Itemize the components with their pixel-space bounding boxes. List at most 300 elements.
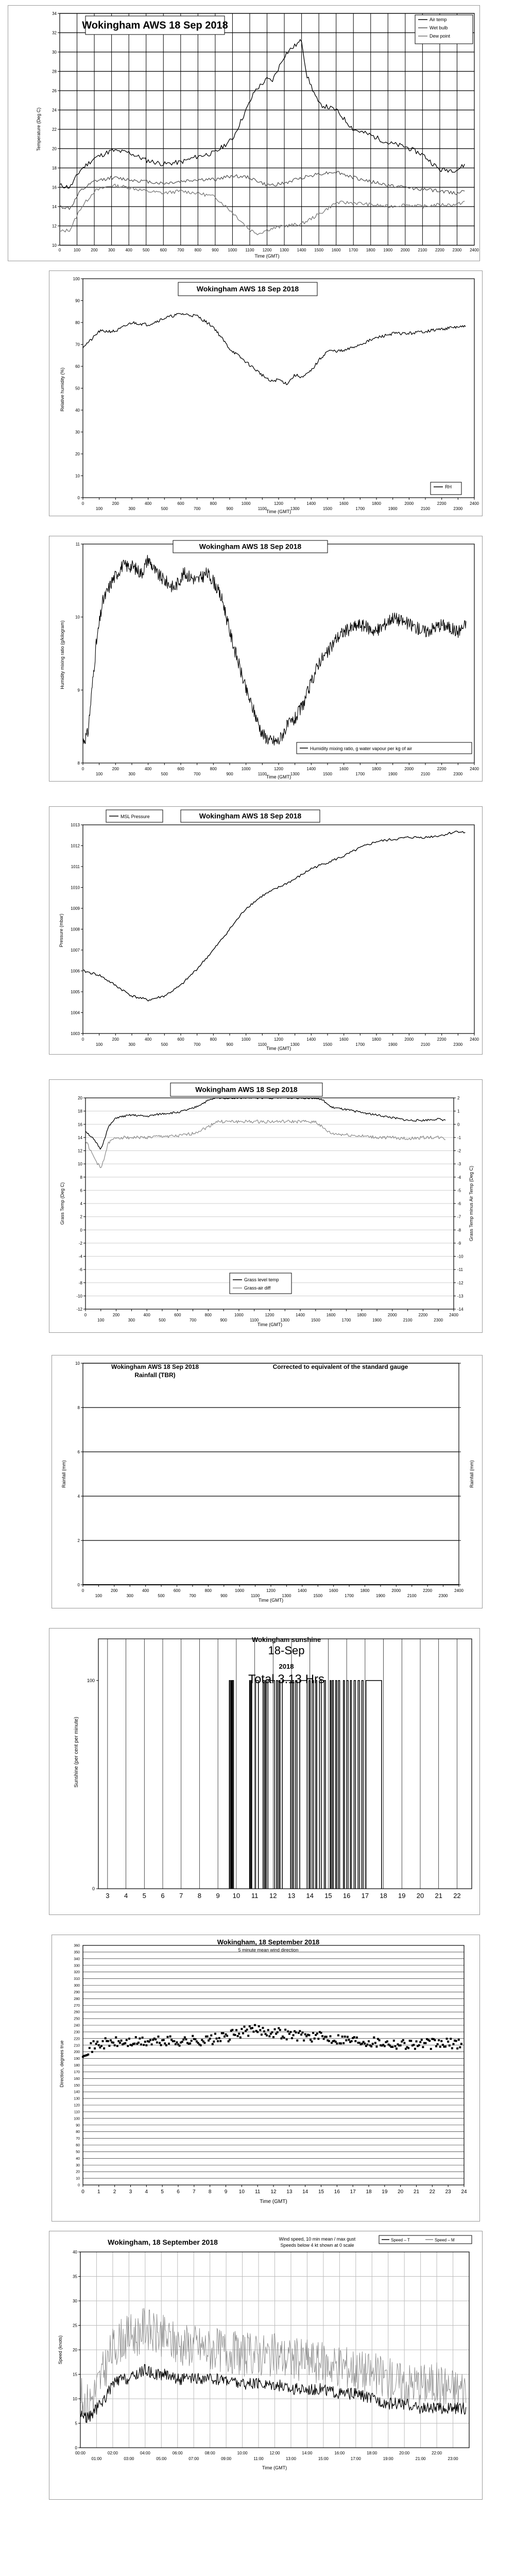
wind-direction-point (154, 2038, 157, 2040)
tick-label-x: 400 (125, 248, 132, 252)
tick-label-y: 220 (74, 2037, 80, 2041)
wind-direction-point (289, 2031, 291, 2033)
chart-title: Wokingham, 18 September 2018 (108, 2238, 218, 2246)
wind-direction-point (149, 2039, 151, 2041)
tick-label-x: 1100 (258, 772, 267, 776)
wind-direction-point (379, 2039, 381, 2041)
legend-label: RH (445, 484, 452, 489)
tick-label-x: 2100 (421, 1042, 430, 1047)
tick-label-y: 180 (74, 2064, 80, 2067)
tick-label-x: 6 (177, 2189, 180, 2195)
tick-label-y: 100 (74, 2117, 80, 2121)
tick-label-x: 100 (73, 248, 81, 252)
tick-label-x: 1500 (313, 1594, 323, 1598)
wind-direction-point (102, 2040, 104, 2042)
tick-label-x: 1100 (258, 506, 267, 511)
tick-label-y: 11 (75, 542, 80, 547)
axis-label-x: Time (GMT) (254, 253, 280, 259)
wind-direction-point (329, 2035, 331, 2037)
tick-label-y: 240 (74, 2024, 80, 2028)
tick-label-x: 200 (111, 1588, 118, 1593)
tick-label-y: 2 (77, 1538, 80, 1543)
wind-direction-point (288, 2033, 290, 2035)
tick-label-x: 400 (144, 1037, 152, 1042)
tick-label-y-right: 2 (457, 1096, 460, 1100)
wind-direction-point (262, 2027, 264, 2029)
wind-direction-point (418, 2044, 420, 2046)
tick-label-y: 28 (52, 69, 57, 74)
tick-label-y: 1010 (71, 885, 80, 890)
chart-title: Wokingham, 18 September 2018 (217, 1938, 320, 1946)
tick-label-x: 900 (212, 248, 219, 252)
tick-label-x: 1800 (372, 1037, 381, 1042)
tick-label-y-right: -1 (457, 1135, 461, 1140)
tick-label-y: 100 (73, 277, 80, 281)
tick-label-y: 8 (80, 1175, 82, 1180)
tick-label-x: 02:00 (107, 2451, 118, 2455)
chart-total: Total 3.13 Hrs (248, 1672, 325, 1686)
wind-direction-point (145, 2044, 147, 2046)
plot-area (83, 544, 474, 763)
axis-label-y: Speed (knots) (58, 2335, 63, 2365)
tick-label-y: 14 (52, 205, 57, 209)
tick-label-x: 7 (179, 1892, 183, 1900)
tick-label-y: 1013 (71, 823, 80, 827)
axis-label-x: Time (GMT) (260, 2199, 287, 2205)
wind-direction-point (217, 2040, 219, 2042)
sunshine-bar (282, 1681, 290, 1889)
tick-label-x: 0 (81, 1037, 84, 1042)
legend-label: Grass level temp (244, 1277, 279, 1282)
tick-label-y: 0 (77, 496, 80, 500)
wind-direction-point (219, 2040, 221, 2042)
legend-label: Humidity mixing ratio, g water vapour per kg of air (310, 746, 413, 751)
tick-label-x: 600 (177, 767, 184, 771)
grass-temp-chart (49, 1080, 482, 1332)
tick-label-x: 9 (224, 2189, 228, 2195)
tick-label-x: 2300 (452, 248, 462, 252)
wind-direction-point (110, 2039, 112, 2041)
tick-label-x: 2200 (437, 767, 447, 771)
wind-direction-point (100, 2045, 102, 2047)
wind-direction-point (336, 2042, 338, 2044)
tick-label-y: 1007 (71, 948, 80, 953)
axis-label-y: Sunshine (per cent per minute) (74, 1717, 79, 1788)
tick-label-x: 11 (254, 2189, 261, 2195)
tick-label-x: 300 (128, 1042, 135, 1047)
wind-direction-point (437, 2043, 439, 2045)
tick-label-y: 30 (73, 2299, 77, 2303)
tick-label-y: -6 (78, 1267, 82, 1273)
tick-label-y: 30 (75, 430, 80, 435)
tick-label-x: 1 (97, 2189, 100, 2195)
tick-label-y: 20 (78, 1096, 82, 1100)
wind-direction-point (251, 2027, 253, 2029)
tick-label-x: 12 (269, 1892, 277, 1900)
wind-direction-point (108, 2045, 110, 2047)
tick-label-x: 2300 (453, 1042, 463, 1047)
tick-label-x: 13 (286, 2189, 293, 2195)
wind-direction-point (424, 2042, 426, 2044)
sunshine-bar (366, 1681, 382, 1889)
wind-direction-point (316, 2032, 318, 2035)
tick-label-y: 1012 (71, 843, 80, 849)
wind-direction-point (192, 2035, 194, 2037)
tick-label-x: 1200 (274, 1037, 283, 1042)
tick-label-x: 1300 (290, 506, 300, 511)
tick-label-x: 19 (398, 1892, 406, 1900)
tick-label-x: 700 (189, 1318, 197, 1323)
tick-label-x: 0 (81, 2189, 84, 2195)
wind-direction-point (268, 2035, 270, 2037)
axis-label-y: Direction, degrees true (59, 2040, 64, 2088)
wind-direction-point (299, 2030, 301, 2032)
wind-direction-point (166, 2036, 168, 2038)
tick-label-x: 1800 (372, 501, 381, 506)
tick-label-y: 1004 (71, 1010, 80, 1015)
tick-label-y: 40 (73, 2250, 77, 2255)
tick-label-x: 2100 (403, 1318, 413, 1323)
wind-direction-point (127, 2045, 129, 2047)
wind-direction-point (458, 2039, 460, 2041)
tick-label-x: 1300 (282, 1594, 291, 1598)
tick-label-y: 10 (52, 243, 57, 248)
tick-label-x: 600 (173, 1588, 181, 1593)
sunshine-bar (316, 1681, 317, 1889)
tick-label-y: 0 (80, 1228, 82, 1233)
tick-label-y: 60 (76, 2144, 80, 2147)
tick-label-x: 400 (144, 501, 152, 506)
sunshine-bar (338, 1681, 340, 1889)
tick-label-x: 1500 (314, 248, 324, 252)
wind-direction-point (182, 2039, 184, 2041)
tick-label-y: 70 (75, 342, 80, 347)
wind-direction-point (173, 2040, 175, 2042)
tick-label-y: 80 (76, 2130, 80, 2134)
tick-label-y-right: -12 (457, 1280, 464, 1285)
tick-label-x: 1900 (376, 1594, 385, 1598)
tick-label-x: 12 (270, 2189, 277, 2195)
tick-label-x: 600 (174, 1313, 181, 1317)
wind-direction-point (246, 2029, 248, 2031)
wind-direction-point (151, 2043, 153, 2045)
wind-direction-point (446, 2038, 448, 2040)
wind-direction-point (93, 2040, 95, 2042)
tick-label-y: -8 (78, 1280, 82, 1285)
tick-label-x: 200 (112, 501, 119, 506)
wind-direction-point (226, 2035, 228, 2037)
wind-direction-point (323, 2038, 325, 2040)
tick-label-y: 5 (75, 2421, 77, 2426)
tick-label-x: 18:00 (367, 2451, 377, 2455)
sunshine-bar (229, 1681, 230, 1889)
tick-label-y: 30 (76, 2163, 80, 2167)
tick-label-x: 1300 (290, 1042, 300, 1047)
series-line (83, 831, 465, 1001)
wind-direction-point (159, 2042, 161, 2044)
wind-direction-point (430, 2048, 432, 2050)
tick-label-x: 900 (226, 1042, 233, 1047)
wind-direction-point (175, 2043, 177, 2045)
wind-direction-point (256, 2031, 259, 2033)
pressure-chart (49, 807, 482, 1054)
axis-label-x: Time (GMT) (266, 509, 291, 514)
tick-label-y: 30 (52, 50, 57, 55)
tick-label-y: 25 (73, 2323, 77, 2328)
tick-label-x: 700 (177, 248, 184, 252)
tick-label-x: 5 (161, 2189, 164, 2195)
tick-label-y: 100 (87, 1677, 95, 1683)
tick-label-y: 50 (75, 386, 80, 391)
tick-label-x: 400 (143, 1313, 150, 1317)
sunshine-bar (324, 1681, 326, 1889)
tick-label-x: 00:00 (75, 2451, 86, 2455)
tick-label-x: 2000 (404, 1037, 414, 1042)
legend-label: Air temp (430, 17, 447, 22)
wind-direction-point (335, 2041, 337, 2043)
sunshine-bar (312, 1681, 314, 1889)
wind-direction-point (87, 2054, 89, 2056)
tick-label-y: 290 (74, 1990, 80, 1994)
wind-direction-point (325, 2036, 328, 2038)
tick-label-x: 2100 (407, 1594, 417, 1598)
temperature-chart (8, 6, 479, 261)
tick-label-x: 1100 (245, 248, 254, 252)
tick-label-x: 500 (161, 506, 168, 511)
wind-direction-point (210, 2035, 212, 2037)
wind-direction-point (286, 2038, 288, 2040)
tick-label-x: 19 (382, 2189, 388, 2195)
tick-label-y: 50 (76, 2150, 80, 2154)
tick-label-x: 2400 (470, 248, 479, 252)
wind-direction-point (261, 2033, 263, 2036)
tick-label-y: 32 (52, 30, 57, 36)
wind-direction-point (396, 2047, 398, 2049)
wind-direction-point (337, 2034, 339, 2036)
tick-label-x: 1900 (383, 248, 393, 252)
wind-direction-point (169, 2036, 171, 2038)
wind-direction-point (284, 2029, 286, 2031)
wind-direction-point (459, 2046, 461, 2048)
tick-label-y: 120 (74, 2104, 80, 2108)
tick-label-x: 6 (161, 1892, 165, 1900)
rainfall-chart-panel (52, 1355, 483, 1608)
wind-direction-point (209, 2038, 211, 2040)
tick-label-x: 20 (398, 2189, 404, 2195)
plot-area (83, 1363, 459, 1585)
tick-label-x: 2100 (418, 248, 427, 252)
tick-label-x: 1800 (360, 1588, 370, 1593)
wind-direction-point (119, 2042, 121, 2044)
tick-label-x: 12:00 (269, 2451, 280, 2455)
sunshine-bar (330, 1681, 331, 1889)
wind-direction-point (126, 2039, 128, 2041)
tick-label-y: 90 (76, 2124, 80, 2128)
wind-direction-point (243, 2026, 245, 2028)
tick-label-x: 1000 (234, 1313, 244, 1317)
tick-label-x: 800 (210, 501, 217, 506)
tick-label-y: 250 (74, 2017, 80, 2021)
chart-title: Wokingham AWS 18 Sep 2018 (82, 20, 228, 31)
tick-label-x: 2300 (453, 506, 463, 511)
tick-label-x: 1800 (372, 767, 381, 771)
tick-label-x: 03:00 (124, 2456, 134, 2461)
legend-label: Wet bulb (430, 25, 448, 30)
tick-label-x: 700 (193, 772, 201, 776)
tick-label-x: 9 (216, 1892, 220, 1900)
axis-label-y-right: Grass Temp minus Air Temp (Deg C) (469, 1165, 474, 1242)
tick-label-x: 3 (129, 2189, 132, 2195)
tick-label-x: 21:00 (415, 2456, 426, 2461)
tick-label-x: 1300 (290, 772, 300, 776)
tick-label-x: 2200 (437, 501, 447, 506)
wind-direction-point (95, 2043, 97, 2045)
wind-direction-point (298, 2032, 300, 2034)
grass-temp-chart-panel (49, 1079, 483, 1333)
wind-direction-point (353, 2036, 355, 2038)
tick-label-y: -10 (76, 1294, 82, 1299)
wind-direction-point (252, 2030, 254, 2032)
tick-label-x: 1700 (341, 1318, 351, 1323)
wind-direction-point (249, 2025, 251, 2027)
wind-direction-point (320, 2032, 322, 2034)
tick-label-x: 09:00 (221, 2456, 232, 2461)
pressure-chart-panel (49, 806, 483, 1055)
tick-label-y: 270 (74, 2004, 80, 2008)
chart-year: 2018 (279, 1663, 294, 1670)
wind-direction-point (422, 2046, 424, 2048)
tick-label-x: 1500 (323, 1042, 332, 1047)
tick-label-x: 14 (306, 1892, 314, 1900)
tick-label-x: 2100 (421, 506, 430, 511)
tick-label-x: 300 (128, 1318, 135, 1323)
tick-label-x: 11:00 (253, 2456, 264, 2461)
tick-label-x: 16 (342, 1892, 351, 1900)
tick-label-x: 2300 (434, 1318, 443, 1323)
tick-label-x: 19:00 (383, 2456, 393, 2461)
tick-label-x: 1500 (323, 506, 332, 511)
tick-label-x: 1600 (339, 1037, 349, 1042)
tick-label-x: 0 (81, 767, 84, 771)
tick-label-x: 1200 (262, 248, 272, 252)
wind-direction-point (107, 2040, 109, 2042)
wind-direction-point (207, 2036, 209, 2038)
tick-label-x: 600 (160, 248, 167, 252)
tick-label-x: 1400 (306, 501, 316, 506)
tick-label-y: 10 (75, 473, 80, 479)
tick-label-x: 100 (95, 772, 103, 776)
series-line (80, 2364, 466, 2422)
tick-label-x: 2400 (454, 1588, 464, 1593)
wind-direction-point (394, 2045, 396, 2047)
tick-label-x: 2400 (470, 501, 479, 506)
tick-label-x: 2000 (400, 248, 410, 252)
wind-direction-point (287, 2030, 289, 2032)
tick-label-x: 500 (161, 1042, 168, 1047)
sunshine-bar (347, 1681, 348, 1889)
tick-label-y: 16 (52, 185, 57, 190)
axis-label-y-right: Rainfall (mm) (469, 1460, 474, 1488)
tick-label-x: 7 (193, 2189, 196, 2195)
wind-direction-point (351, 2040, 353, 2042)
wind-direction-point (98, 2044, 100, 2046)
wind-direction-point (370, 2045, 372, 2047)
tick-label-y: 0 (92, 1886, 95, 1891)
wind-direction-point (410, 2040, 412, 2042)
wind-direction-point (90, 2042, 92, 2044)
tick-label-y: 12 (52, 224, 57, 229)
wind-direction-point (247, 2035, 249, 2037)
tick-label-x: 300 (128, 772, 135, 776)
wind-direction-point (447, 2041, 449, 2043)
axis-label-y: Grass Temp (Deg C) (60, 1182, 65, 1225)
tick-label-y: 4 (80, 1201, 82, 1206)
tick-label-x: 2400 (470, 767, 479, 771)
tick-label-x: 1700 (345, 1594, 354, 1598)
tick-label-y: 4 (77, 1494, 80, 1499)
sunshine-bar (265, 1681, 266, 1889)
wind-direction-point (235, 2029, 237, 2031)
wind-direction-point (314, 2038, 316, 2040)
axis-label-x: Time (GMT) (258, 1598, 284, 1603)
tick-label-x: 500 (161, 772, 168, 776)
wind-direction-point (140, 2043, 142, 2045)
wind-direction-point (304, 2033, 306, 2036)
tick-label-x: 900 (226, 772, 233, 776)
tick-label-x: 600 (177, 1037, 184, 1042)
axis-label-y: Pressure (mbar) (59, 913, 64, 947)
tick-label-x: 1000 (228, 248, 237, 252)
tick-label-y: 10 (76, 2177, 80, 2181)
tick-label-y: 10 (75, 1361, 80, 1366)
wind-direction-point (444, 2045, 447, 2047)
tick-label-x: 1000 (235, 1588, 245, 1593)
wind-direction-point (342, 2042, 345, 2044)
tick-label-x: 13 (287, 1892, 296, 1900)
tick-label-x: 200 (112, 1037, 119, 1042)
tick-label-y: 190 (74, 2057, 80, 2061)
tick-label-x: 900 (220, 1318, 227, 1323)
tick-label-x: 1200 (266, 1588, 276, 1593)
wind-direction-point (393, 2040, 395, 2042)
series-line (83, 555, 466, 745)
tick-label-x: 8 (208, 2189, 212, 2195)
tick-label-x: 01:00 (91, 2456, 102, 2461)
wind-direction-point (263, 2030, 265, 2032)
tick-label-x: 1700 (355, 506, 365, 511)
wind-direction-point (438, 2039, 440, 2041)
tick-label-y-right: -13 (457, 1294, 464, 1299)
tick-label-x: 23 (445, 2189, 451, 2195)
tick-label-y: 80 (75, 320, 80, 325)
tick-label-x: 2400 (470, 1037, 479, 1042)
wind-direction-point (216, 2038, 218, 2040)
wind-direction-point (449, 2044, 451, 2046)
wind-direction-point (116, 2045, 118, 2047)
tick-label-x: 700 (193, 1042, 201, 1047)
wind-direction-point (368, 2040, 370, 2042)
wind-direction-point (165, 2044, 167, 2046)
tick-label-x: 07:00 (188, 2456, 199, 2461)
chart-title: Wokingham sunshine (251, 1636, 321, 1643)
tick-label-x: 1800 (366, 248, 375, 252)
tick-label-x: 0 (81, 1588, 84, 1593)
tick-label-x: 11 (251, 1892, 259, 1900)
tick-label-x: 600 (177, 501, 184, 506)
wind-direction-point (303, 2040, 305, 2042)
tick-label-y-right: -9 (457, 1241, 461, 1246)
tick-label-x: 05:00 (156, 2456, 167, 2461)
